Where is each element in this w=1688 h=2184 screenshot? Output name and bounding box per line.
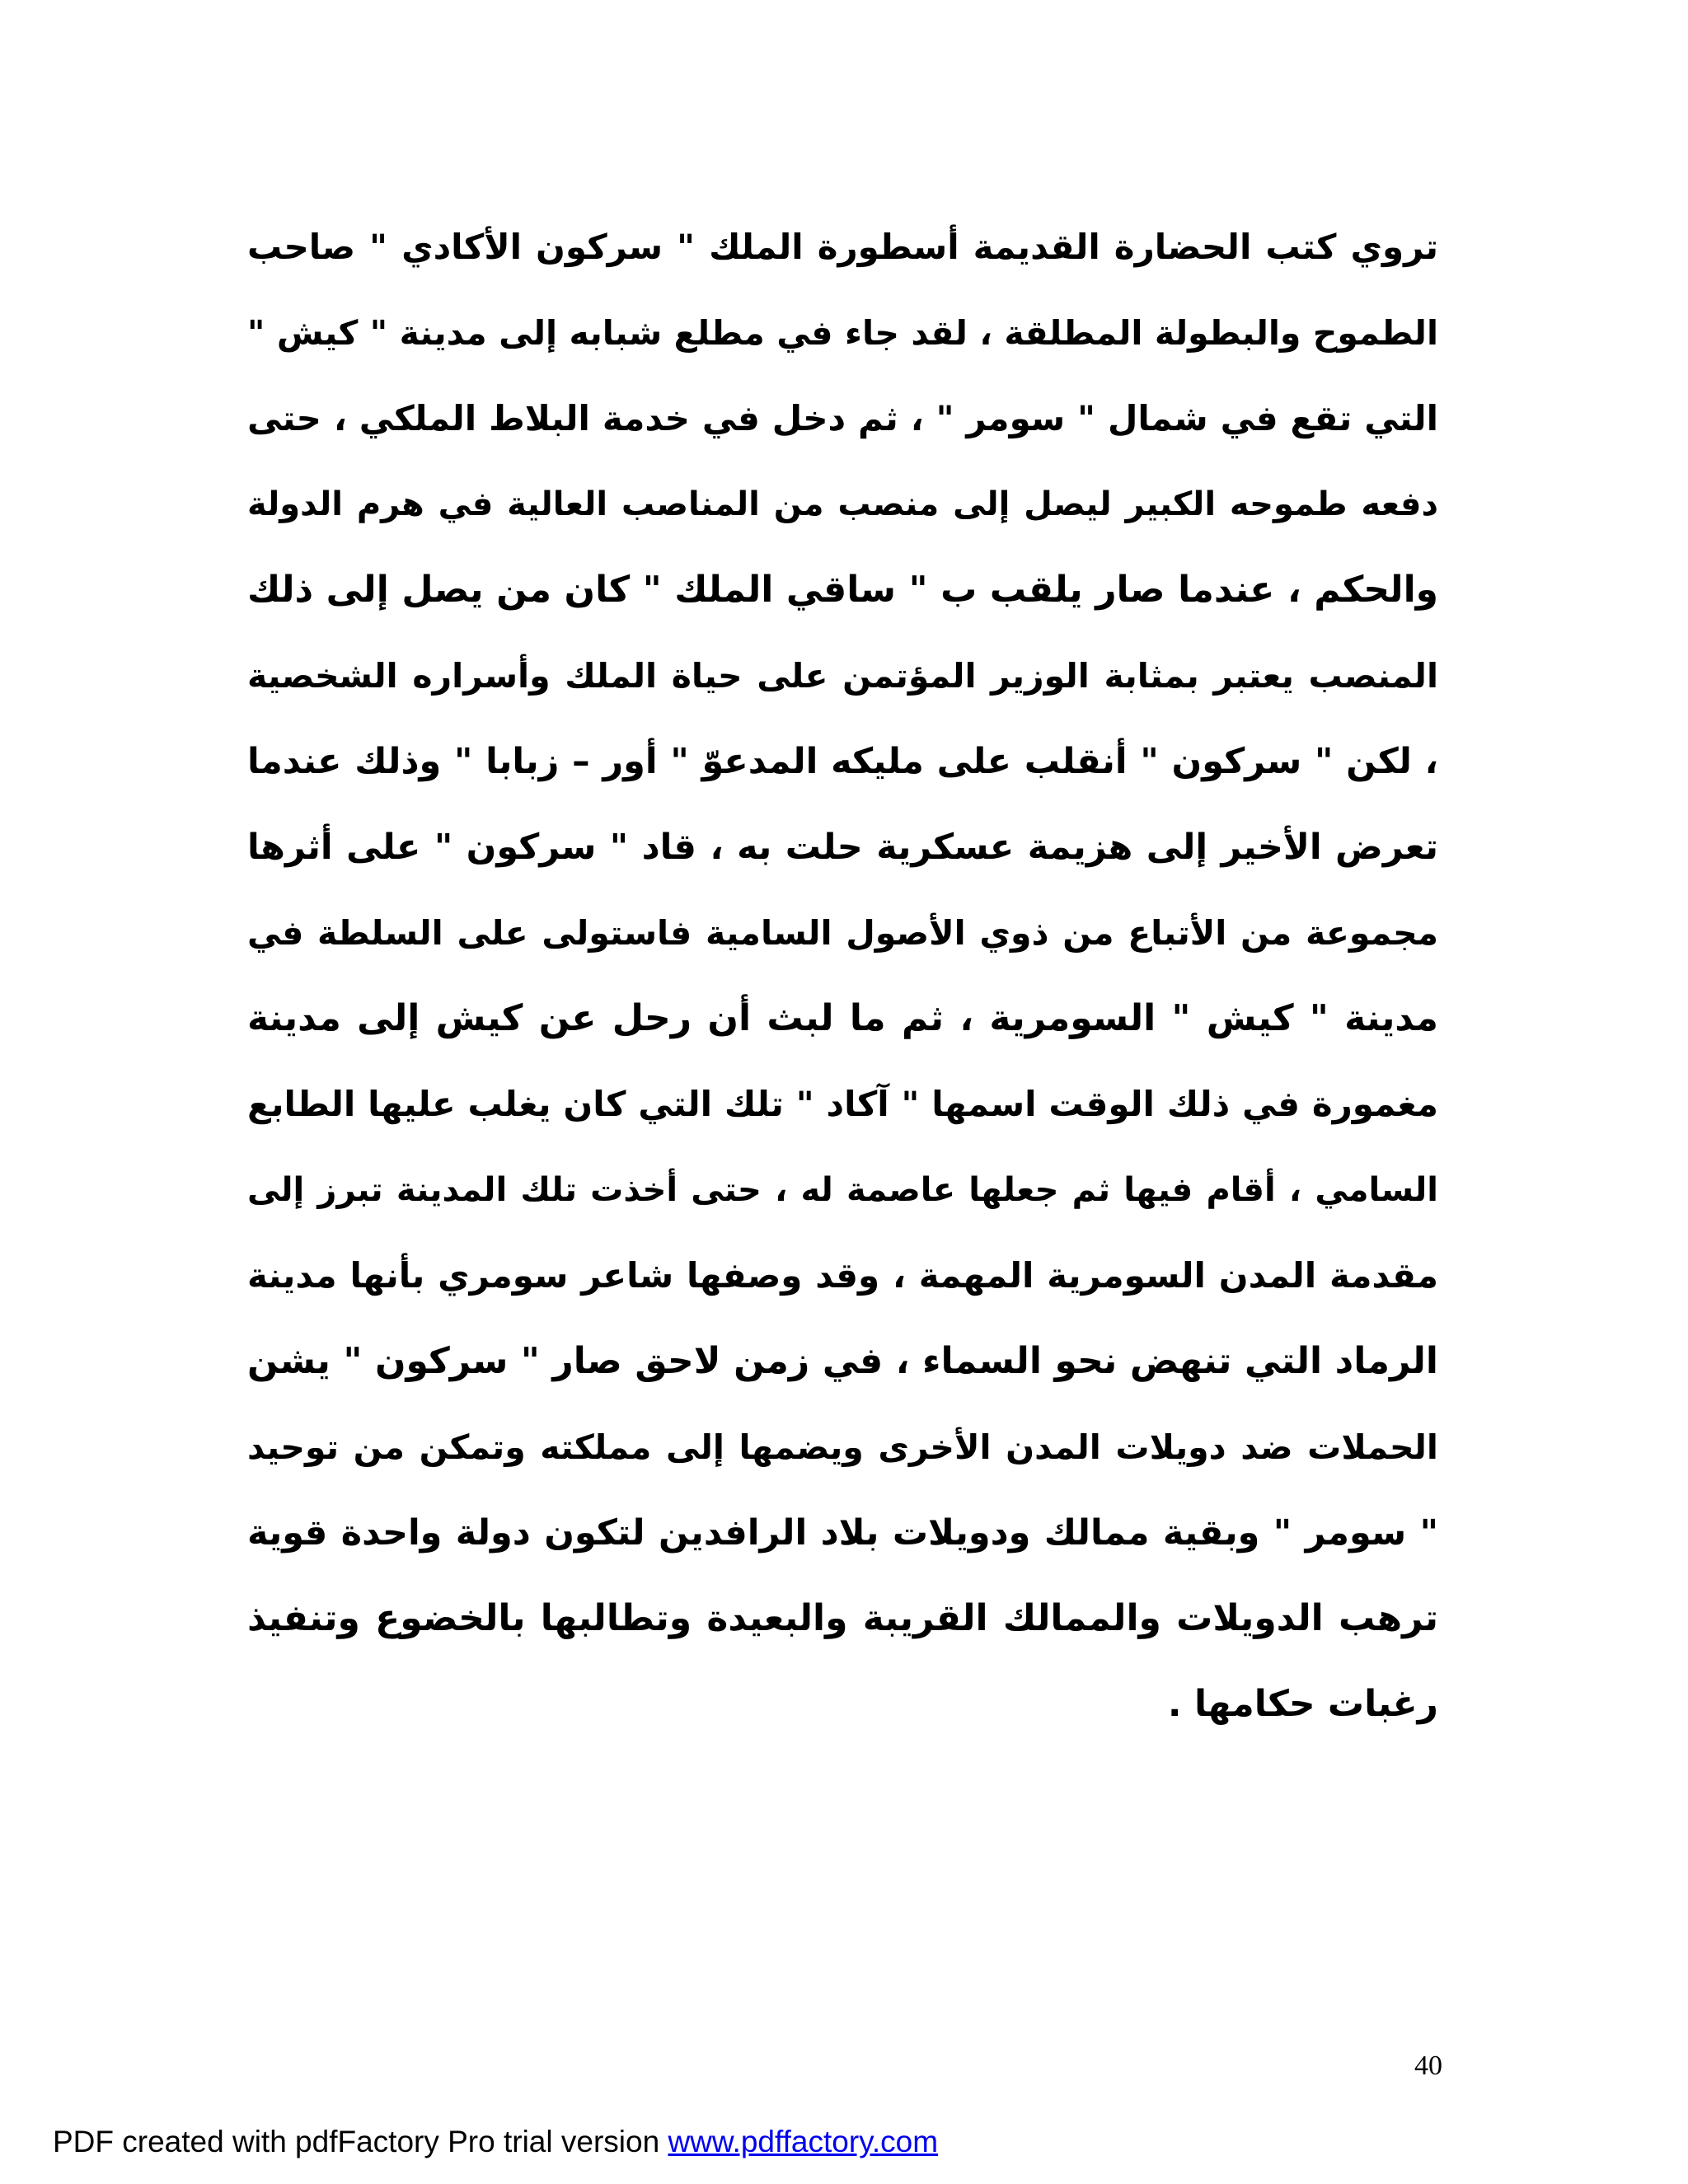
pdf-footer	[53, 2125, 938, 2159]
paragraph-line-18: رغبات حكامها .	[1167, 1683, 1438, 1725]
page-number: 40	[1414, 2050, 1442, 2081]
paragraph-line-5: والحكم ، عندما صار يلقب ب " ساقي الملك " كان من يصل إلى ذلك	[247, 569, 1438, 611]
paragraph-line-17: ترهب الدويلات والممالك القريبة والبعيدة وتطالبها بالخضوع وتنفيذ	[247, 1597, 1438, 1639]
paragraph-line-4: دفعه طموحه الكبير ليصل إلى منصب من المناصب العالية في هرم الدولة	[247, 485, 1438, 523]
paragraph-line-7: ، لكن " سركون " أنقلب على مليكه المدعوّ " أور – زبابا " وذلك عندما	[247, 741, 1438, 782]
paragraph-line-16: " سومر " وبقية ممالك ودويلات بلاد الرافدين لتكون دولة واحدة قوية	[247, 1512, 1438, 1554]
footer-link[interactable]: www.pdffactory.com	[668, 2125, 939, 2158]
footer-text: PDF created with pdfFactory Pro trial version	[53, 2125, 668, 2158]
paragraph-line-13: مقدمة المدن السومرية المهمة ، وقد وصفها شاعر سومري بأنها مدينة	[247, 1255, 1438, 1296]
paragraph-line-15: الحملات ضد دويلات المدن الأخرى ويضمها إلى مملكته وتمكن من توحيد	[247, 1427, 1438, 1467]
paragraph-line-2: الطموح والبطولة المطلقة ، لقد جاء في مطلع شبابه إلى مدينة " كيش "	[247, 313, 1438, 353]
paragraph-line-1: تروي كتب الحضارة القديمة أسطورة الملك " سركون الأكادي " صاحب	[247, 227, 1438, 267]
paragraph-line-12: السامي ، أقام فيها ثم جعلها عاصمة له ، حتى أخذت تلك المدينة تبرز إلى	[247, 1171, 1438, 1209]
paragraph-line-10: مدينة " كيش " السومرية ، ثم ما لبث أن رحل عن كيش إلى مدينة	[247, 997, 1438, 1039]
paragraph-line-6: المنصب يعتبر بمثابة الوزير المؤتمن على حياة الملك وأسراره الشخصية	[247, 656, 1438, 696]
paragraph-line-3: التي تقع في شمال " سومر " ، ثم دخل في خدمة البلاط الملكي ، حتى	[247, 398, 1438, 438]
paragraph-line-9: مجموعة من الأتباع من ذوي الأصول السامية فاستولى على السلطة في	[247, 913, 1438, 953]
paragraph-line-11: مغمورة في ذلك الوقت اسمها " آكاد " تلك التي كان يغلب عليها الطابع	[247, 1084, 1438, 1124]
paragraph-line-14: الرماد التي تنهض نحو السماء ، في زمن لاحق صار " سركون " يشن	[247, 1340, 1438, 1382]
body-paragraph	[247, 204, 1438, 1747]
paragraph-line-8: تعرض الأخير إلى هزيمة عسكرية حلت به ، قاد " سركون " على أثرها	[247, 827, 1438, 868]
